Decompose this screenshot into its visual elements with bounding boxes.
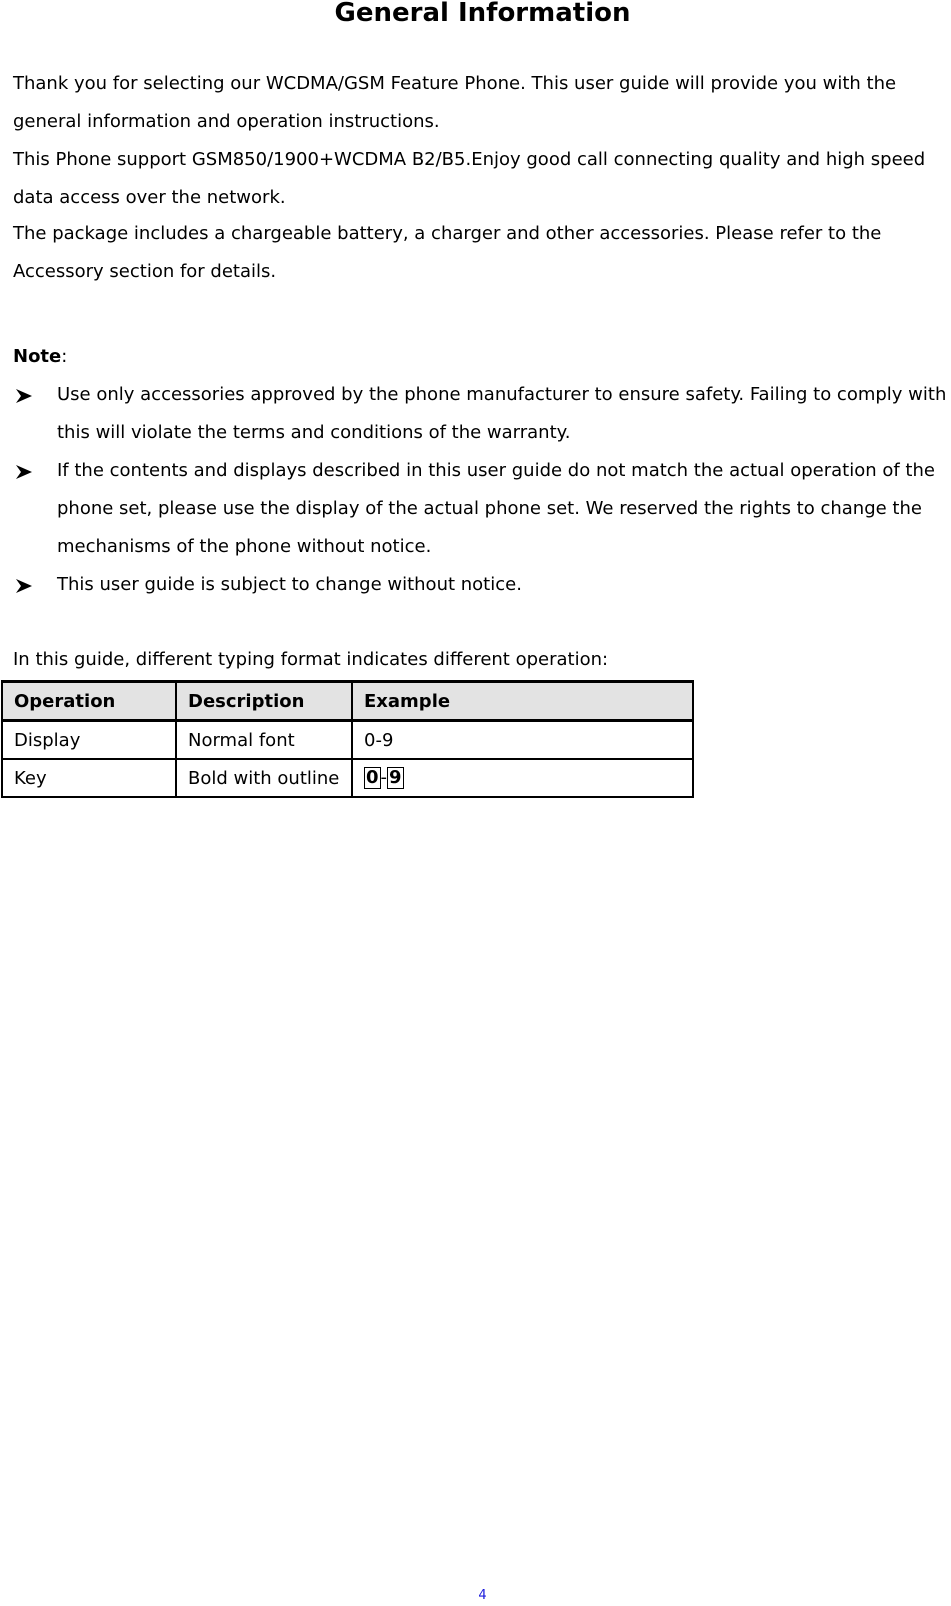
cell-description: Bold with outline bbox=[176, 759, 352, 797]
note-item-text: This user guide is subject to change without notice. bbox=[57, 574, 522, 595]
table-row bbox=[2, 759, 693, 797]
header-operation: Operation bbox=[2, 682, 176, 721]
key-9: 9 bbox=[389, 767, 402, 788]
arrowhead-bullet-icon bbox=[15, 464, 33, 480]
intro-paragraph-1: Thank you for selecting our WCDMA/GSM Feature Phone. This user guide will provide you with the general information and operation instructions. bbox=[13, 73, 897, 132]
cell-example: 0-9 bbox=[352, 721, 693, 760]
format-intro: In this guide, different typing format indicates different operation: bbox=[13, 649, 609, 670]
note-colon: : bbox=[61, 346, 68, 367]
table-header-row bbox=[2, 682, 693, 721]
cell-operation: Key bbox=[2, 759, 176, 797]
note-item bbox=[13, 452, 948, 566]
note-item bbox=[13, 376, 948, 452]
table-row bbox=[2, 721, 693, 760]
arrowhead-bullet-icon bbox=[15, 388, 33, 404]
cell-operation: Display bbox=[2, 721, 176, 760]
note-item bbox=[13, 566, 948, 604]
note-heading bbox=[13, 338, 67, 376]
page-number: 4 bbox=[478, 1588, 487, 1603]
note-item-text: Use only accessories approved by the phone manufacturer to ensure safety. Failing to comply with this will violate the terms and conditions of the warranty. bbox=[57, 384, 947, 443]
note-item-text: If the contents and displays described in this user guide do not match the actual operation of the phone set, please use the display of the actual phone set. We reserved the rights to change the mechanisms of the phone without notice. bbox=[57, 460, 935, 557]
intro-paragraph-3: The package includes a chargeable battery, a charger and other accessories. Please refer to the Accessory section for details. bbox=[13, 223, 882, 282]
note-list bbox=[13, 376, 948, 604]
key-separator: - bbox=[380, 767, 388, 788]
header-example: Example bbox=[352, 682, 693, 721]
note-label: Note bbox=[13, 346, 62, 367]
cell-description: Normal font bbox=[176, 721, 352, 760]
header-description: Description bbox=[176, 682, 352, 721]
format-table bbox=[1, 680, 694, 798]
key-0: 0 bbox=[366, 767, 379, 788]
intro-paragraph-2: This Phone support GSM850/1900+WCDMA B2/B5.Enjoy good call connecting quality and high speed data access over the network. bbox=[13, 149, 926, 208]
cell-example bbox=[352, 759, 693, 797]
arrowhead-bullet-icon bbox=[15, 578, 33, 594]
page-title: General Information bbox=[334, 0, 631, 28]
